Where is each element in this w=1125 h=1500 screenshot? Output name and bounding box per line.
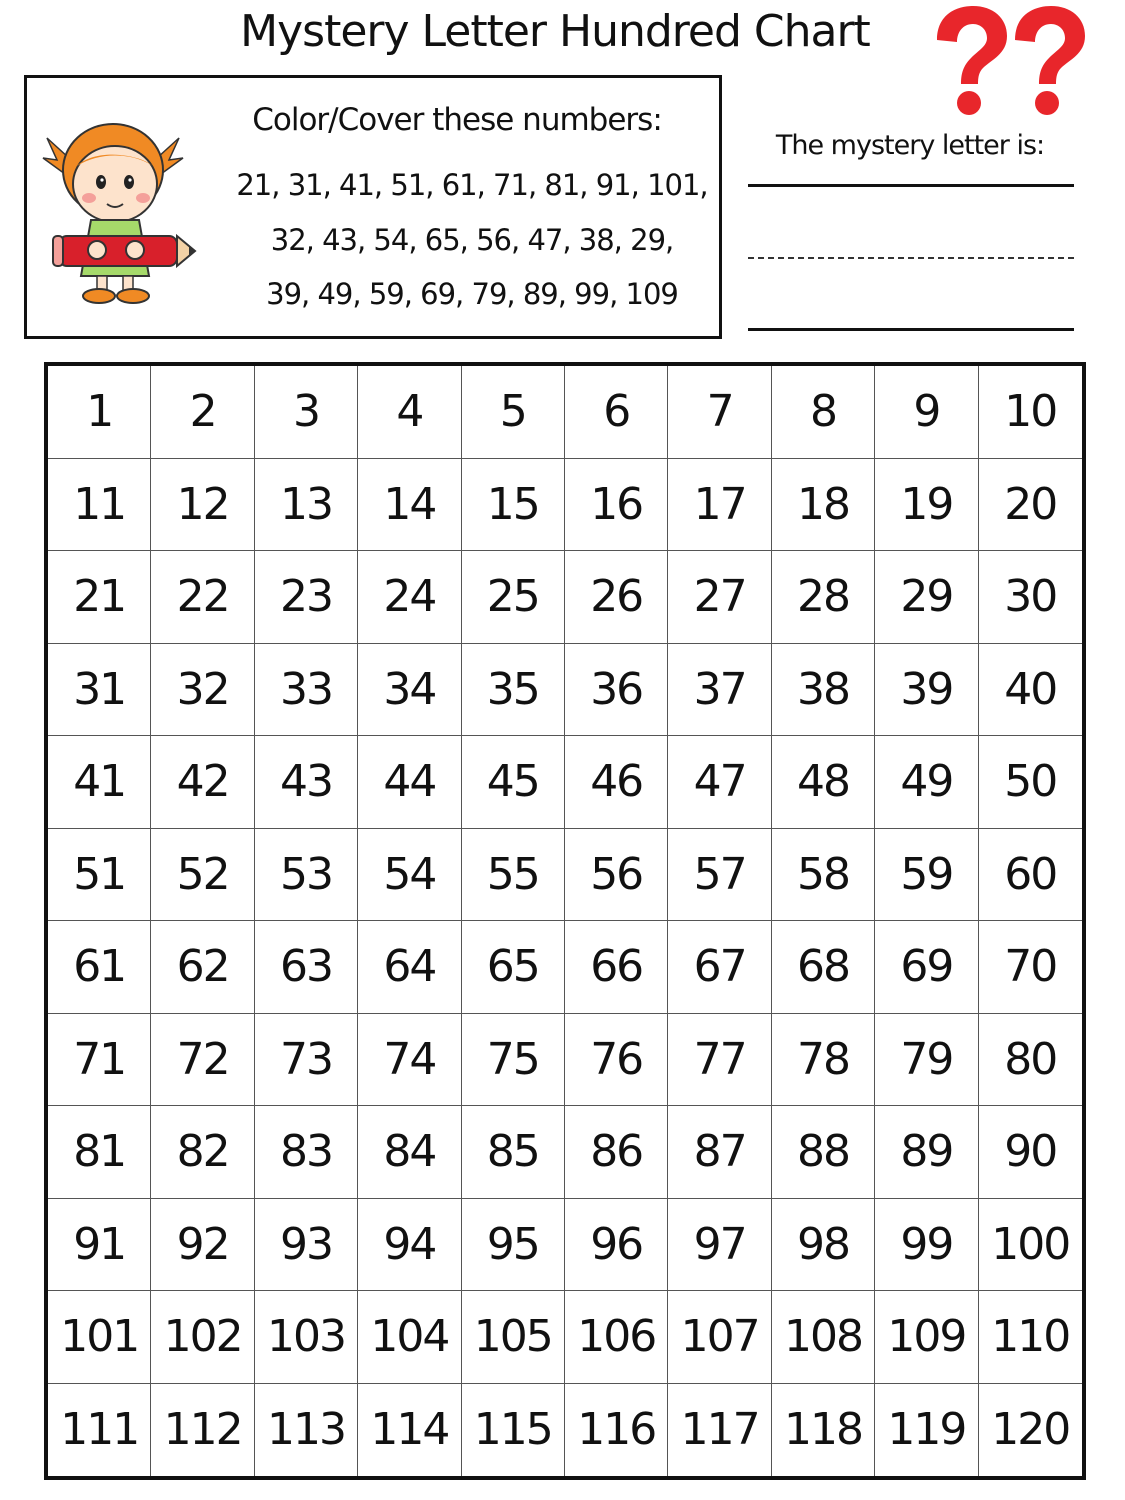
chart-cell[interactable]: 99 [875,1199,978,1292]
chart-cell[interactable]: 44 [358,736,461,829]
chart-cell[interactable]: 119 [875,1384,978,1477]
chart-cell[interactable]: 104 [358,1291,461,1384]
chart-cell[interactable]: 108 [772,1291,875,1384]
chart-cell[interactable]: 56 [565,829,668,922]
chart-cell[interactable]: 40 [979,644,1082,737]
chart-cell[interactable]: 10 [979,366,1082,459]
chart-cell[interactable]: 66 [565,921,668,1014]
instructions-line-2: 32, 43, 54, 65, 56, 47, 38, 29, [270,223,674,257]
chart-cell[interactable]: 75 [462,1014,565,1107]
chart-cell[interactable]: 2 [151,366,254,459]
chart-cell[interactable]: 21 [48,551,151,644]
chart-cell[interactable]: 100 [979,1199,1082,1292]
chart-cell[interactable]: 62 [151,921,254,1014]
chart-cell[interactable]: 73 [255,1014,358,1107]
chart-cell[interactable]: 41 [48,736,151,829]
chart-cell[interactable]: 65 [462,921,565,1014]
chart-cell[interactable]: 19 [875,459,978,552]
chart-cell[interactable]: 89 [875,1106,978,1199]
chart-cell[interactable]: 93 [255,1199,358,1292]
answer-top-line [748,184,1074,187]
chart-cell[interactable]: 91 [48,1199,151,1292]
chart-cell[interactable]: 25 [462,551,565,644]
chart-cell[interactable]: 46 [565,736,668,829]
chart-cell[interactable]: 63 [255,921,358,1014]
chart-cell[interactable]: 71 [48,1014,151,1107]
chart-cell[interactable]: 101 [48,1291,151,1384]
chart-cell[interactable]: 95 [462,1199,565,1292]
chart-cell[interactable]: 70 [979,921,1082,1014]
chart-cell[interactable]: 45 [462,736,565,829]
chart-cell[interactable]: 60 [979,829,1082,922]
chart-cell[interactable]: 3 [255,366,358,459]
hundred-chart-grid [44,362,1086,1480]
answer-midline [748,257,1074,259]
chart-cell[interactable]: 90 [979,1106,1082,1199]
chart-cell[interactable]: 34 [358,644,461,737]
chart-cell[interactable]: 5 [462,366,565,459]
chart-cell[interactable]: 109 [875,1291,978,1384]
question-marks-icon [915,0,1085,120]
chart-cell[interactable]: 112 [151,1384,254,1477]
chart-cell[interactable]: 61 [48,921,151,1014]
chart-cell[interactable]: 97 [668,1199,771,1292]
chart-cell[interactable]: 84 [358,1106,461,1199]
chart-cell[interactable]: 74 [358,1014,461,1107]
chart-cell[interactable]: 58 [772,829,875,922]
chart-cell[interactable]: 102 [151,1291,254,1384]
chart-cell[interactable]: 26 [565,551,668,644]
chart-cell[interactable]: 103 [255,1291,358,1384]
chart-cell[interactable]: 1 [48,366,151,459]
chart-cell[interactable]: 69 [875,921,978,1014]
chart-cell[interactable]: 43 [255,736,358,829]
instructions-line-1: 21, 31, 41, 51, 61, 71, 81, 91, 101, [236,168,708,202]
chart-cell[interactable]: 38 [772,644,875,737]
chart-cell[interactable]: 33 [255,644,358,737]
chart-cell[interactable]: 37 [668,644,771,737]
page-title: Mystery Letter Hundred Chart [240,6,870,57]
chart-cell[interactable]: 49 [875,736,978,829]
answer-label: The mystery letter is: [775,130,1045,161]
chart-cell[interactable]: 77 [668,1014,771,1107]
instructions-line-3: 39, 49, 59, 69, 79, 89, 99, 109 [266,277,678,311]
chart-cell[interactable]: 42 [151,736,254,829]
chart-cell[interactable]: 120 [991,1404,1070,1456]
chart-cell[interactable]: 32 [151,644,254,737]
chart-cell[interactable]: 117 [668,1384,771,1477]
chart-cell[interactable]: 118 [772,1384,875,1477]
chart-cell[interactable]: 82 [151,1106,254,1199]
chart-cell[interactable]: 86 [565,1106,668,1199]
chart-cell[interactable]: 64 [358,921,461,1014]
chart-cell[interactable]: 88 [772,1106,875,1199]
chart-cell[interactable]: 67 [668,921,771,1014]
chart-cell[interactable]: 107 [668,1291,771,1384]
chart-cell[interactable]: 39 [875,644,978,737]
chart-cell[interactable]: 6 [565,366,668,459]
chart-cell[interactable]: 98 [772,1199,875,1292]
chart-cell[interactable]: 23 [255,551,358,644]
chart-cell[interactable]: 106 [565,1291,668,1384]
chart-cell[interactable]: 18 [772,459,875,552]
chart-cell[interactable]: 59 [875,829,978,922]
chart-cell[interactable]: 78 [772,1014,875,1107]
chart-cell[interactable]: 4 [358,366,461,459]
chart-cell[interactable]: 11 [48,459,151,552]
chart-cell[interactable]: 80 [979,1014,1082,1107]
chart-cell[interactable]: 20 [979,459,1082,552]
chart-cell[interactable]: 111 [48,1384,151,1477]
chart-cell[interactable]: 68 [772,921,875,1014]
chart-cell[interactable]: 116 [565,1384,668,1477]
chart-cell[interactable]: 29 [875,551,978,644]
chart-cell[interactable]: 8 [772,366,875,459]
chart-cell[interactable]: 96 [565,1199,668,1292]
chart-cell[interactable]: 28 [772,551,875,644]
chart-cell[interactable]: 16 [565,459,668,552]
chart-cell[interactable]: 31 [48,644,151,737]
chart-cell[interactable]: 81 [48,1106,151,1199]
chart-cell[interactable]: 54 [358,829,461,922]
chart-cell[interactable]: 51 [48,829,151,922]
chart-cell[interactable]: 110 [979,1291,1082,1384]
answer-base-line [748,328,1074,331]
chart-cell[interactable]: 114 [358,1384,461,1477]
chart-cell[interactable]: 35 [462,644,565,737]
chart-cell[interactable]: 94 [358,1199,461,1292]
chart-cell[interactable]: 87 [668,1106,771,1199]
chart-cell[interactable]: 53 [255,829,358,922]
chart-cell[interactable]: 24 [358,551,461,644]
chart-cell[interactable]: 12 [151,459,254,552]
chart-cell[interactable]: 30 [979,551,1082,644]
chart-cell[interactable]: 50 [979,736,1082,829]
chart-cell[interactable]: 52 [151,829,254,922]
chart-cell[interactable]: 48 [772,736,875,829]
chart-cell[interactable]: 13 [255,459,358,552]
chart-cell[interactable]: 57 [668,829,771,922]
chart-cell[interactable]: 7 [668,366,771,459]
instructions-box [24,75,722,339]
chart-cell[interactable]: 15 [462,459,565,552]
chart-cell[interactable]: 14 [358,459,461,552]
chart-cell[interactable]: 55 [462,829,565,922]
chart-cell[interactable]: 79 [875,1014,978,1107]
chart-cell[interactable]: 113 [255,1384,358,1477]
chart-cell[interactable]: 17 [668,459,771,552]
chart-cell[interactable]: 105 [462,1291,565,1384]
chart-cell[interactable]: 115 [462,1384,565,1477]
chart-cell[interactable]: 76 [565,1014,668,1107]
chart-cell[interactable]: 72 [151,1014,254,1107]
chart-cell[interactable]: 9 [875,366,978,459]
chart-cell[interactable]: 36 [565,644,668,737]
chart-cell[interactable]: 22 [151,551,254,644]
chart-cell[interactable]: 83 [255,1106,358,1199]
instructions-heading: Color/Cover these numbers: [252,102,662,138]
chart-cell[interactable]: 85 [462,1106,565,1199]
girl-with-pencil-icon [39,108,199,308]
chart-cell[interactable]: 27 [668,551,771,644]
chart-cell[interactable]: 47 [668,736,771,829]
chart-cell[interactable]: 92 [151,1199,254,1292]
